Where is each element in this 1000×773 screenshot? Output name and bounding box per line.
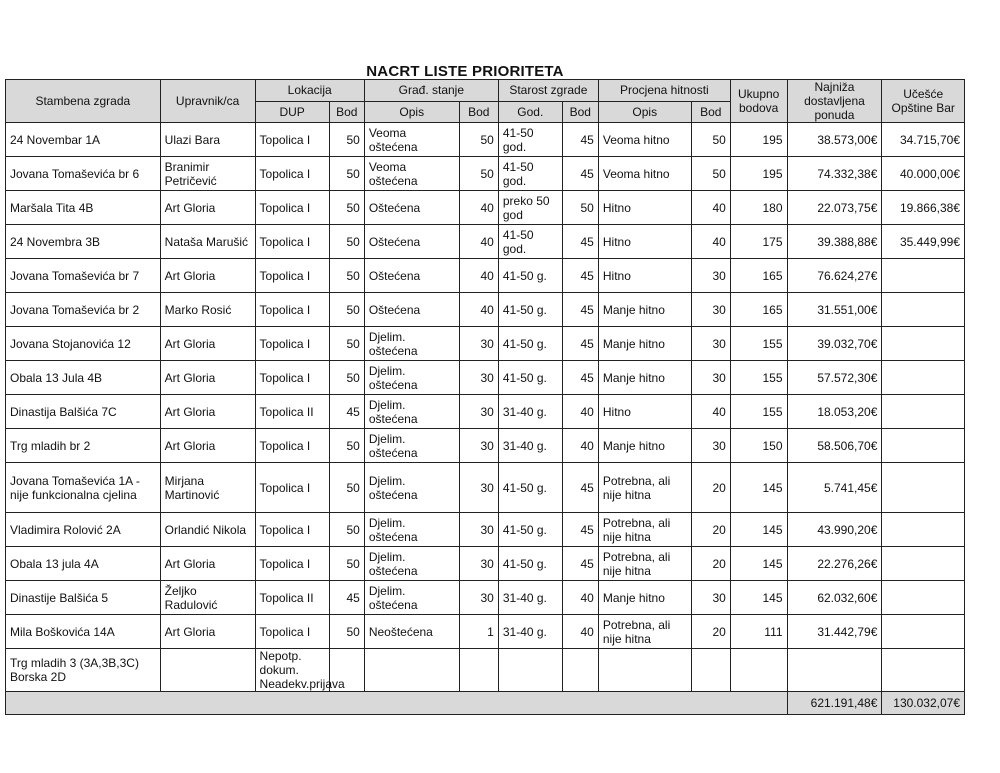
lowest-offer-cell: 58.506,70€ <box>787 429 882 463</box>
condition-points-cell: 40 <box>459 293 498 327</box>
dup-cell: Topolica I <box>255 123 329 157</box>
table-row <box>6 649 965 692</box>
building-cell: Jovana Stojanovića 12 <box>6 327 161 361</box>
condition-points-cell: 1 <box>459 615 498 649</box>
building-cell: Maršala Tita 4B <box>6 191 161 225</box>
age-cell: 41-50 g. <box>498 327 562 361</box>
condition-cell: Oštećena <box>364 259 459 293</box>
urgency-cell: Manje hitno <box>598 361 691 395</box>
location-points-cell: 50 <box>329 123 364 157</box>
building-cell: Obala 13 jula 4A <box>6 547 161 581</box>
table-row <box>6 615 965 649</box>
condition-points-cell: 50 <box>459 123 498 157</box>
manager-cell: Art Gloria <box>160 327 255 361</box>
age-cell: 31-40 g. <box>498 429 562 463</box>
condition-cell: Veoma oštećena <box>364 123 459 157</box>
age-points-cell: 45 <box>562 327 598 361</box>
condition-cell: Djelim. oštećena <box>364 395 459 429</box>
age-points-cell: 40 <box>562 581 598 615</box>
total-points-cell: 175 <box>730 225 787 259</box>
col-st-bod: Bod <box>562 101 598 123</box>
condition-points-cell <box>459 649 498 692</box>
lowest-offer-cell: 74.332,38€ <box>787 157 882 191</box>
lowest-offer-cell: 62.032,60€ <box>787 581 882 615</box>
urgency-points-cell: 20 <box>691 547 730 581</box>
dup-cell: Topolica I <box>255 293 329 327</box>
condition-points-cell: 30 <box>459 547 498 581</box>
condition-points-cell: 30 <box>459 361 498 395</box>
dup-cell: Topolica I <box>255 225 329 259</box>
manager-cell: Art Gloria <box>160 191 255 225</box>
dup-cell: Topolica II <box>255 581 329 615</box>
age-cell: 41-50 g. <box>498 513 562 547</box>
age-points-cell: 45 <box>562 259 598 293</box>
urgency-points-cell: 30 <box>691 581 730 615</box>
building-cell: Dinastije Balšića 5 <box>6 581 161 615</box>
lowest-offer-cell: 22.276,26€ <box>787 547 882 581</box>
age-cell: 31-40 g. <box>498 615 562 649</box>
municipality-share-cell <box>882 649 965 692</box>
location-points-cell: 45 <box>329 581 364 615</box>
municipality-share-cell: 35.449,99€ <box>882 225 965 259</box>
urgency-cell: Manje hitno <box>598 581 691 615</box>
manager-cell: Art Gloria <box>160 259 255 293</box>
lowest-offer-cell: 43.990,20€ <box>787 513 882 547</box>
lowest-offer-cell: 57.572,30€ <box>787 361 882 395</box>
condition-points-cell: 30 <box>459 463 498 513</box>
total-points-cell: 155 <box>730 361 787 395</box>
dup-cell: Topolica I <box>255 513 329 547</box>
dup-cell: Topolica I <box>255 547 329 581</box>
condition-points-cell: 30 <box>459 395 498 429</box>
urgency-cell: Hitno <box>598 191 691 225</box>
location-points-cell: 50 <box>329 615 364 649</box>
location-points-cell: 45 <box>329 395 364 429</box>
location-points-cell: 50 <box>329 429 364 463</box>
col-najniza-ponuda: Najniža dostavljena ponuda <box>787 80 882 123</box>
page-title: NACRT LISTE PRIORITETA <box>366 63 564 80</box>
condition-cell: Djelim. oštećena <box>364 463 459 513</box>
urgency-points-cell: 20 <box>691 615 730 649</box>
condition-cell: Djelim. oštećena <box>364 361 459 395</box>
col-h-bod: Bod <box>691 101 730 123</box>
urgency-points-cell: 30 <box>691 293 730 327</box>
total-points-cell: 111 <box>730 615 787 649</box>
total-points-cell <box>730 649 787 692</box>
condition-points-cell: 30 <box>459 581 498 615</box>
age-cell: 41-50 g. <box>498 463 562 513</box>
urgency-points-cell: 40 <box>691 225 730 259</box>
building-cell: Obala 13 Jula 4B <box>6 361 161 395</box>
table-row <box>6 293 965 327</box>
municipality-share-cell <box>882 581 965 615</box>
condition-points-cell: 50 <box>459 157 498 191</box>
age-points-cell: 40 <box>562 395 598 429</box>
col-ukupno: Ukupno bodova <box>730 80 787 123</box>
lowest-offer-cell: 39.388,88€ <box>787 225 882 259</box>
table-row <box>6 395 965 429</box>
condition-cell: Veoma oštećena <box>364 157 459 191</box>
municipality-share-cell <box>882 259 965 293</box>
lowest-offer-cell: 31.551,00€ <box>787 293 882 327</box>
urgency-cell: Potrebna, ali nije hitna <box>598 615 691 649</box>
total-points-cell: 165 <box>730 293 787 327</box>
age-points-cell: 45 <box>562 463 598 513</box>
dup-cell: Topolica I <box>255 361 329 395</box>
urgency-cell <box>598 649 691 692</box>
age-cell: 41-50 g. <box>498 547 562 581</box>
table-row <box>6 259 965 293</box>
municipality-share-cell <box>882 327 965 361</box>
urgency-points-cell: 30 <box>691 361 730 395</box>
condition-cell: Oštećena <box>364 293 459 327</box>
priority-table <box>5 79 965 715</box>
location-points-cell: 50 <box>329 327 364 361</box>
total-ponuda: 621.191,48€ <box>787 692 882 715</box>
manager-cell: Art Gloria <box>160 395 255 429</box>
condition-points-cell: 40 <box>459 225 498 259</box>
municipality-share-cell <box>882 463 965 513</box>
urgency-points-cell <box>691 649 730 692</box>
total-points-cell: 195 <box>730 123 787 157</box>
lowest-offer-cell: 5.741,45€ <box>787 463 882 513</box>
condition-cell: Oštećena <box>364 225 459 259</box>
col-ucesce: Učešće Opštine Bar <box>882 80 965 123</box>
table-row <box>6 513 965 547</box>
col-god: God. <box>498 101 562 123</box>
condition-cell: Neoštećena <box>364 615 459 649</box>
dup-cell: Topolica I <box>255 191 329 225</box>
municipality-share-cell <box>882 615 965 649</box>
age-points-cell: 50 <box>562 191 598 225</box>
total-points-cell: 195 <box>730 157 787 191</box>
age-cell: 41-50 g. <box>498 293 562 327</box>
total-points-cell: 145 <box>730 513 787 547</box>
condition-points-cell: 30 <box>459 327 498 361</box>
urgency-points-cell: 50 <box>691 157 730 191</box>
manager-cell: Orlandić Nikola <box>160 513 255 547</box>
urgency-points-cell: 20 <box>691 463 730 513</box>
col-grad-stanje: Građ. stanje <box>364 80 498 102</box>
condition-points-cell: 40 <box>459 191 498 225</box>
manager-cell <box>160 649 255 692</box>
building-cell: Trg mladih 3 (3A,3B,3C) Borska 2D <box>6 649 161 692</box>
lowest-offer-cell: 76.624,27€ <box>787 259 882 293</box>
municipality-share-cell <box>882 513 965 547</box>
building-cell: Jovana Tomaševića br 2 <box>6 293 161 327</box>
col-hitnost: Procjena hitnosti <box>598 80 730 102</box>
total-points-cell: 145 <box>730 547 787 581</box>
table-row <box>6 581 965 615</box>
total-points-cell: 155 <box>730 395 787 429</box>
manager-cell: Art Gloria <box>160 429 255 463</box>
age-cell: 31-40 g. <box>498 395 562 429</box>
lowest-offer-cell <box>787 649 882 692</box>
building-cell: 24 Novembra 3B <box>6 225 161 259</box>
urgency-cell: Hitno <box>598 225 691 259</box>
age-points-cell: 40 <box>562 429 598 463</box>
table-row <box>6 157 965 191</box>
condition-cell: Djelim. oštećena <box>364 581 459 615</box>
dup-cell: Topolica II <box>255 395 329 429</box>
col-gs-bod: Bod <box>459 101 498 123</box>
building-cell: Trg mladih br 2 <box>6 429 161 463</box>
building-cell: Jovana Tomaševića 1A - nije funkcionalna cjelina <box>6 463 161 513</box>
dup-cell: Topolica I <box>255 259 329 293</box>
age-cell: 41-50 god. <box>498 225 562 259</box>
lowest-offer-cell: 39.032,70€ <box>787 327 882 361</box>
age-cell: 41-50 g. <box>498 259 562 293</box>
age-points-cell: 45 <box>562 123 598 157</box>
municipality-share-cell <box>882 547 965 581</box>
urgency-cell: Potrebna, ali nije hitna <box>598 513 691 547</box>
col-h-opis: Opis <box>598 101 691 123</box>
condition-cell <box>364 649 459 692</box>
condition-points-cell: 30 <box>459 429 498 463</box>
condition-points-cell: 30 <box>459 513 498 547</box>
municipality-share-cell <box>882 395 965 429</box>
manager-cell: Branimir Petričević <box>160 157 255 191</box>
building-cell: Vladimira Rolović 2A <box>6 513 161 547</box>
age-points-cell <box>562 649 598 692</box>
municipality-share-cell <box>882 293 965 327</box>
total-points-cell: 155 <box>730 327 787 361</box>
table-row <box>6 547 965 581</box>
col-stambena-zgrada: Stambena zgrada <box>6 80 161 123</box>
manager-cell: Nataša Marušić <box>160 225 255 259</box>
col-upravnik: Upravnik/ca <box>160 80 255 123</box>
totals-spacer <box>6 692 788 715</box>
col-starost: Starost zgrade <box>498 80 598 102</box>
municipality-share-cell: 40.000,00€ <box>882 157 965 191</box>
urgency-cell: Manje hitno <box>598 327 691 361</box>
lowest-offer-cell: 18.053,20€ <box>787 395 882 429</box>
municipality-share-cell: 19.866,38€ <box>882 191 965 225</box>
building-cell: Mila Boškovića 14A <box>6 615 161 649</box>
condition-cell: Djelim. oštećena <box>364 547 459 581</box>
condition-cell: Djelim. oštećena <box>364 513 459 547</box>
lowest-offer-cell: 22.073,75€ <box>787 191 882 225</box>
urgency-cell: Veoma hitno <box>598 123 691 157</box>
location-points-cell: 50 <box>329 225 364 259</box>
manager-cell: Art Gloria <box>160 361 255 395</box>
location-points-cell: 50 <box>329 513 364 547</box>
dup-cell: Topolica I <box>255 615 329 649</box>
urgency-cell: Manje hitno <box>598 429 691 463</box>
location-points-cell: 50 <box>329 463 364 513</box>
table-row <box>6 429 965 463</box>
urgency-cell: Potrebna, ali nije hitna <box>598 547 691 581</box>
table-row <box>6 463 965 513</box>
dup-cell: Topolica I <box>255 327 329 361</box>
urgency-points-cell: 40 <box>691 191 730 225</box>
urgency-cell: Hitno <box>598 259 691 293</box>
age-points-cell: 45 <box>562 293 598 327</box>
table-row <box>6 191 965 225</box>
location-points-cell: 50 <box>329 547 364 581</box>
col-lok-bod: Bod <box>329 101 364 123</box>
age-cell <box>498 649 562 692</box>
lowest-offer-cell: 31.442,79€ <box>787 615 882 649</box>
municipality-share-cell <box>882 361 965 395</box>
urgency-points-cell: 40 <box>691 395 730 429</box>
dup-cell: Topolica I <box>255 429 329 463</box>
age-points-cell: 40 <box>562 615 598 649</box>
manager-cell: Marko Rosić <box>160 293 255 327</box>
table-row <box>6 123 965 157</box>
manager-cell: Mirjana Martinović <box>160 463 255 513</box>
col-gs-opis: Opis <box>364 101 459 123</box>
total-points-cell: 145 <box>730 581 787 615</box>
urgency-cell: Potrebna, ali nije hitna <box>598 463 691 513</box>
manager-cell: Art Gloria <box>160 547 255 581</box>
age-points-cell: 45 <box>562 157 598 191</box>
manager-cell: Art Gloria <box>160 615 255 649</box>
manager-cell: Ulazi Bara <box>160 123 255 157</box>
manager-cell: Željko Radulović <box>160 581 255 615</box>
age-points-cell: 45 <box>562 225 598 259</box>
lowest-offer-cell: 38.573,00€ <box>787 123 882 157</box>
dup-cell: Nepotp. dokum. Neadekv.prijava <box>255 649 329 692</box>
condition-points-cell: 40 <box>459 259 498 293</box>
age-cell: 41-50 god. <box>498 123 562 157</box>
age-cell: preko 50 god <box>498 191 562 225</box>
table-row <box>6 225 965 259</box>
age-points-cell: 45 <box>562 361 598 395</box>
building-cell: 24 Novembar 1A <box>6 123 161 157</box>
urgency-cell: Manje hitno <box>598 293 691 327</box>
age-cell: 41-50 g. <box>498 361 562 395</box>
total-points-cell: 150 <box>730 429 787 463</box>
location-points-cell: 50 <box>329 361 364 395</box>
location-points-cell: 50 <box>329 191 364 225</box>
condition-cell: Djelim. oštećena <box>364 327 459 361</box>
col-dup: DUP <box>255 101 329 123</box>
total-ucesce: 130.032,07€ <box>882 692 965 715</box>
location-points-cell: 50 <box>329 259 364 293</box>
urgency-cell: Hitno <box>598 395 691 429</box>
urgency-points-cell: 20 <box>691 513 730 547</box>
table-row <box>6 327 965 361</box>
col-lokacija: Lokacija <box>255 80 364 102</box>
total-points-cell: 180 <box>730 191 787 225</box>
urgency-points-cell: 30 <box>691 327 730 361</box>
building-cell: Jovana Tomaševića br 6 <box>6 157 161 191</box>
municipality-share-cell <box>882 429 965 463</box>
location-points-cell: 50 <box>329 293 364 327</box>
dup-cell: Topolica I <box>255 157 329 191</box>
age-cell: 31-40 g. <box>498 581 562 615</box>
condition-cell: Oštećena <box>364 191 459 225</box>
urgency-points-cell: 30 <box>691 429 730 463</box>
municipality-share-cell: 34.715,70€ <box>882 123 965 157</box>
dup-cell: Topolica I <box>255 463 329 513</box>
location-points-cell: 50 <box>329 157 364 191</box>
age-cell: 41-50 god. <box>498 157 562 191</box>
condition-cell: Djelim. oštećena <box>364 429 459 463</box>
building-cell: Jovana Tomaševića br 7 <box>6 259 161 293</box>
age-points-cell: 45 <box>562 513 598 547</box>
total-points-cell: 165 <box>730 259 787 293</box>
table-row <box>6 361 965 395</box>
urgency-points-cell: 50 <box>691 123 730 157</box>
age-points-cell: 45 <box>562 547 598 581</box>
urgency-cell: Veoma hitno <box>598 157 691 191</box>
total-points-cell: 145 <box>730 463 787 513</box>
urgency-points-cell: 30 <box>691 259 730 293</box>
building-cell: Dinastija Balšića 7C <box>6 395 161 429</box>
